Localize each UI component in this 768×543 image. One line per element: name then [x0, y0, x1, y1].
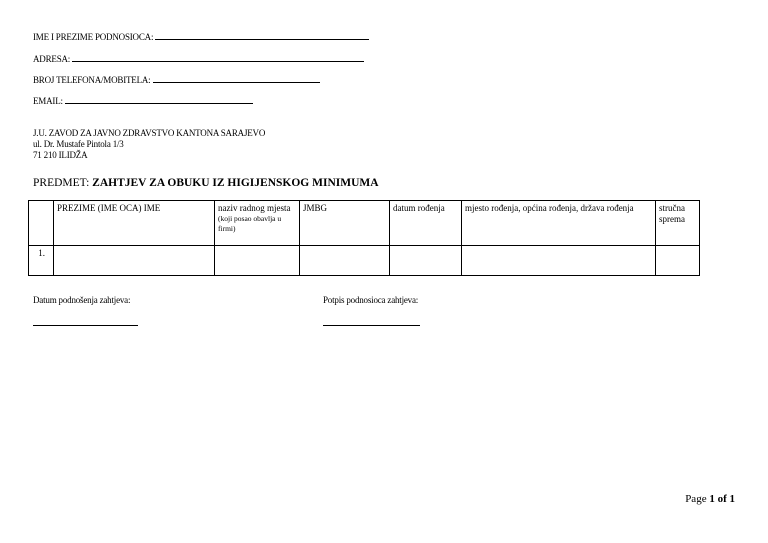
header-name: PREZIME (IME OCA) IME [54, 201, 215, 246]
submission-date-label: Datum podnošenja zahtjeva: [33, 295, 131, 305]
page-of: of [717, 493, 727, 505]
table-header-row [29, 201, 700, 246]
header-date-of-birth: datum rođenja [390, 201, 462, 246]
submission-date-line[interactable] [33, 325, 138, 326]
email-label: EMAIL: [33, 96, 63, 106]
recipient-address [33, 128, 265, 161]
signature-line[interactable] [323, 325, 420, 326]
email-line[interactable] [65, 96, 253, 104]
qualification-cell[interactable] [656, 246, 700, 276]
job-cell[interactable] [215, 246, 300, 276]
name-cell[interactable] [54, 246, 215, 276]
recipient-line-2: ul. Dr. Mustafe Pintola 1/3 [33, 139, 124, 149]
page-number [685, 493, 735, 505]
header-number [29, 201, 54, 246]
page-prefix: Page [685, 493, 707, 505]
email-field[interactable] [33, 96, 253, 106]
table-row [29, 246, 700, 276]
page-total: 1 [729, 493, 735, 505]
applicant-name-line[interactable] [155, 32, 369, 40]
address-line[interactable] [72, 54, 364, 62]
header-qualification: stručna sprema [656, 201, 700, 246]
recipient-line-1: J.U. ZAVOD ZA JAVNO ZDRAVSTVO KANTONA SARAJEVO [33, 128, 266, 138]
row-number-cell: 1. [29, 246, 54, 276]
subject-prefix: PREDMET: [33, 177, 90, 189]
subject-line [33, 177, 379, 189]
applicant-name-label: IME I PREZIME PODNOSIOCA: [33, 32, 154, 42]
recipient-line-3: 71 210 ILIDŽA [33, 150, 88, 160]
jmbg-cell[interactable] [300, 246, 390, 276]
phone-field[interactable] [33, 75, 320, 85]
address-label: ADRESA: [33, 54, 71, 64]
header-job-title: naziv radnog mjesta [218, 203, 291, 213]
date-of-birth-cell[interactable] [390, 246, 462, 276]
address-field[interactable] [33, 54, 364, 64]
phone-label: BROJ TELEFONA/MOBITELA: [33, 75, 151, 85]
phone-line[interactable] [153, 75, 320, 83]
subject-title: ZAHTJEV ZA OBUKU IZ HIGIJENSKOG MINIMUMA [92, 177, 379, 189]
header-jmbg: JMBG [300, 201, 390, 246]
place-of-birth-cell[interactable] [462, 246, 656, 276]
request-table [28, 200, 700, 276]
signature-label: Potpis podnosioca zahtjeva: [323, 295, 419, 305]
header-job [215, 201, 300, 246]
applicant-name-field[interactable] [33, 32, 369, 42]
header-place-of-birth: mjesto rođenja, općina rođenja, država rođenja [462, 201, 656, 246]
header-job-note: (koji posao obavlja u firmi) [218, 214, 282, 233]
page-current: 1 [709, 493, 715, 505]
